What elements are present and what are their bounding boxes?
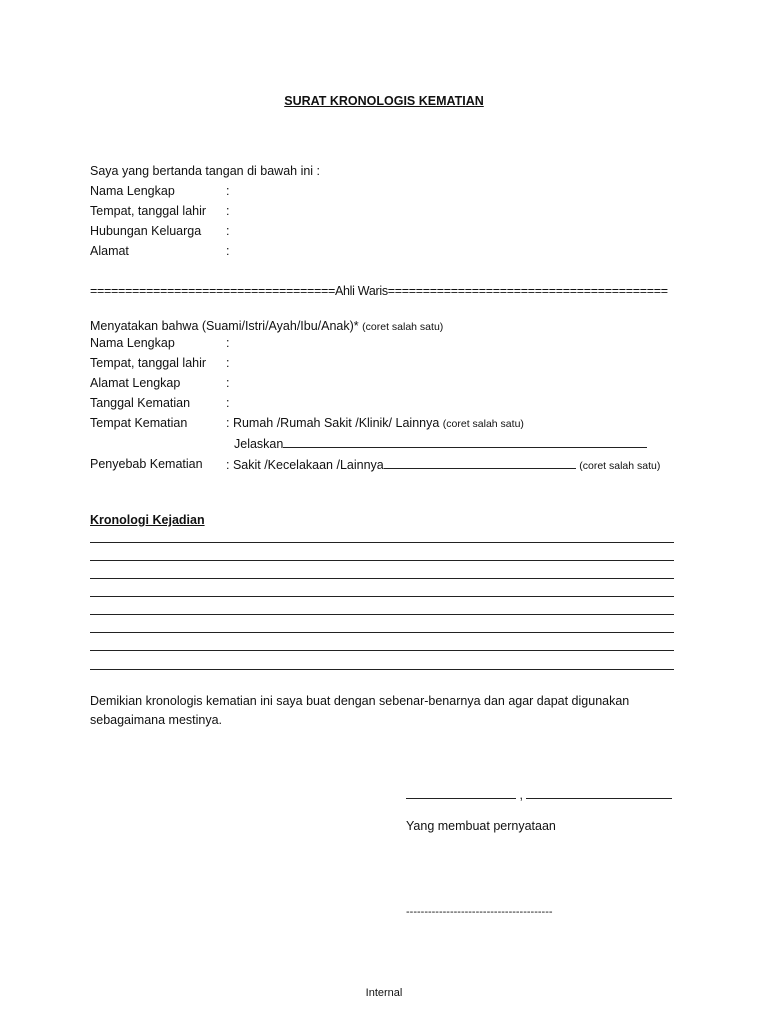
place-blank[interactable] <box>406 786 516 799</box>
jelaskan-blank[interactable] <box>283 435 647 448</box>
ahli-waris-divider: ===================================Ahli Waris======================================== <box>90 284 668 298</box>
kronologi-line[interactable] <box>90 614 674 615</box>
colon: : <box>226 224 230 238</box>
coret-note: (coret salah satu) <box>362 321 444 333</box>
maker-label: Yang membuat pernyataan <box>406 819 556 833</box>
kronologi-line[interactable] <box>90 542 674 543</box>
coret-note: (coret salah satu) <box>579 460 661 472</box>
colon: : <box>226 336 230 350</box>
penyebab-kematian-value-line <box>226 456 660 474</box>
jelaskan-label: Jelaskan <box>234 437 284 451</box>
document-title: SURAT KRONOLOGIS KEMATIAN <box>284 94 484 108</box>
colon: : <box>226 396 230 410</box>
colon: : <box>226 204 230 218</box>
jelaskan-line <box>234 435 647 452</box>
statement-text: Menyatakan bahwa (Suami/Istri/Ayah/Ibu/Anak)* <box>90 319 359 333</box>
signature-line: ---------------------------------------- <box>406 906 553 918</box>
deceased-field-birth: Tempat, tanggal lahir <box>90 356 207 370</box>
statement-line <box>90 318 443 335</box>
kronologi-line[interactable] <box>90 596 674 597</box>
colon: : <box>226 356 230 370</box>
signer-field-birth: Tempat, tanggal lahir <box>90 204 207 218</box>
colon: : <box>226 244 230 258</box>
signer-field-relation: Hubungan Keluarga <box>90 224 202 238</box>
signer-field-address: Alamat <box>90 244 129 258</box>
kronologi-line[interactable] <box>90 650 674 651</box>
deceased-field-name: Nama Lengkap <box>90 336 175 350</box>
place-date-separator: , <box>519 788 523 802</box>
tempat-kematian-value: : Rumah /Rumah Sakit /Klinik/ Lainnya <box>226 416 440 430</box>
penyebab-blank[interactable] <box>384 456 576 469</box>
kronologi-title: Kronologi Kejadian <box>90 513 205 527</box>
intro-text: Saya yang bertanda tangan di bawah ini : <box>90 164 321 178</box>
place-date-line <box>406 786 672 803</box>
closing-paragraph: Demikian kronologis kematian ini saya buat dengan sebenar-benarnya dan agar dapat digunakan sebagaimana mestinya. <box>90 694 630 727</box>
coret-note: (coret salah satu) <box>442 418 524 430</box>
tempat-kematian-label: Tempat Kematian <box>90 416 188 430</box>
colon: : <box>226 376 230 390</box>
colon: : <box>226 184 230 198</box>
signer-field-name: Nama Lengkap <box>90 184 175 198</box>
kronologi-line[interactable] <box>90 632 674 633</box>
footer-label: Internal <box>365 987 403 999</box>
penyebab-kematian-value: : Sakit /Kecelakaan /Lainnya <box>226 458 384 472</box>
kronologi-line[interactable] <box>90 578 674 579</box>
deceased-field-address: Alamat Lengkap <box>90 376 181 390</box>
date-blank[interactable] <box>526 786 672 799</box>
kronologi-line[interactable] <box>90 560 674 561</box>
tempat-kematian-value-line <box>226 415 524 432</box>
deceased-field-death-date: Tanggal Kematian <box>90 396 191 410</box>
kronologi-line[interactable] <box>90 669 674 670</box>
penyebab-kematian-label: Penyebab Kematian <box>90 457 203 471</box>
